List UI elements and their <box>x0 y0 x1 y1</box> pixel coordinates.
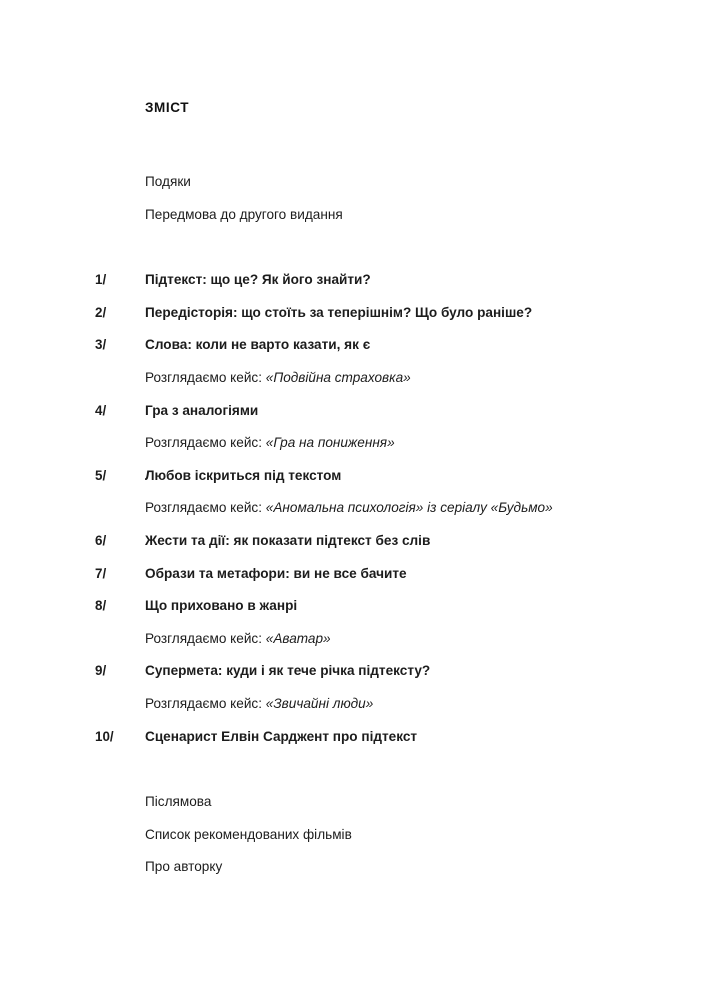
toc-back-matter-item[interactable] <box>0 825 713 858</box>
chapter-number: 9/ <box>95 663 107 679</box>
toc-case-line <box>145 433 395 452</box>
case-prefix: Розглядаємо кейс: <box>145 500 266 516</box>
toc-chapter-title: Жести та дії: як показати підтекст без слів <box>145 532 431 548</box>
case-title: «Звичайні люди» <box>265 695 374 711</box>
toc-case-line <box>145 368 411 387</box>
case-prefix: Розглядаємо кейс: <box>145 695 266 711</box>
case-title: «Подвійна страховка» <box>265 369 411 385</box>
case-prefix: Розглядаємо кейс: <box>145 369 266 385</box>
toc-case-line <box>145 629 331 648</box>
page-title: ЗМІСТ <box>145 100 190 115</box>
toc-entry-label: Про авторку <box>145 859 223 875</box>
case-title: «Аномальна психологія» із серіалу «Будьмо» <box>265 500 553 516</box>
toc-chapter-row[interactable] <box>0 270 713 303</box>
case-title: «Гра на пониження» <box>265 435 395 451</box>
chapter-number: 6/ <box>95 532 107 548</box>
toc-entry-label: Передмова до другого видання <box>145 206 343 222</box>
toc-chapter-title: Підтекст: що це? Як його знайти? <box>145 272 371 288</box>
toc-front-matter-item[interactable] <box>0 205 713 238</box>
toc-section-gap <box>0 759 713 792</box>
toc-chapter-row[interactable] <box>0 727 713 760</box>
case-title: «Аватар» <box>265 630 331 646</box>
chapter-number: 8/ <box>95 598 107 614</box>
toc-case-line <box>145 694 373 713</box>
toc-chapter-row[interactable] <box>0 596 713 629</box>
toc-chapter-title: Супермета: куди і як тече річка підтексту? <box>145 663 431 679</box>
toc-chapter-title: Сценарист Елвін Сарджент про підтекст <box>145 728 418 744</box>
toc-chapter-row[interactable] <box>0 303 713 336</box>
toc-entry-label: Подяки <box>145 174 191 189</box>
toc-entry-label: Післямова <box>145 794 212 810</box>
toc-chapter-title: Що приховано в жанрі <box>145 598 298 614</box>
toc-section-gap <box>0 237 713 270</box>
toc-chapter-title: Образи та метафори: ви не все бачите <box>145 565 407 581</box>
toc-chapter-row[interactable] <box>0 466 713 499</box>
toc-chapter-title: Слова: коли не варто казати, як є <box>145 337 371 353</box>
chapter-number: 5/ <box>95 467 107 483</box>
chapter-number: 3/ <box>95 337 107 353</box>
toc-back-matter-item[interactable] <box>0 792 713 825</box>
toc-front-matter-item[interactable] <box>0 172 713 205</box>
toc-chapter-row[interactable] <box>0 531 713 564</box>
toc-back-matter-item[interactable] <box>0 857 713 890</box>
chapter-number: 7/ <box>95 565 107 581</box>
toc-case-row[interactable] <box>0 433 713 466</box>
toc-chapter-row[interactable] <box>0 335 713 368</box>
toc-chapter-row[interactable] <box>0 401 713 434</box>
toc-case-row[interactable] <box>0 368 713 401</box>
toc-entry-label: Список рекомендованих фільмів <box>145 826 352 842</box>
toc-chapter-row[interactable] <box>0 661 713 694</box>
chapter-number: 4/ <box>95 402 107 418</box>
toc-chapter-title: Гра з аналогіями <box>145 402 259 418</box>
chapter-number: 10/ <box>95 728 114 744</box>
toc-chapter-title: Передісторія: що стоїть за теперішнім? Що було раніше? <box>145 304 533 320</box>
toc-case-row[interactable] <box>0 694 713 727</box>
toc-case-line <box>145 498 553 517</box>
toc-case-row[interactable] <box>0 629 713 662</box>
chapter-number: 2/ <box>95 304 107 320</box>
case-prefix: Розглядаємо кейс: <box>145 435 266 451</box>
case-prefix: Розглядаємо кейс: <box>145 630 266 646</box>
toc-chapter-row[interactable] <box>0 564 713 597</box>
toc-chapter-title: Любов іскриться під текстом <box>145 467 342 483</box>
toc-case-row[interactable] <box>0 498 713 531</box>
chapter-number: 1/ <box>95 272 107 288</box>
toc-list <box>0 172 713 890</box>
